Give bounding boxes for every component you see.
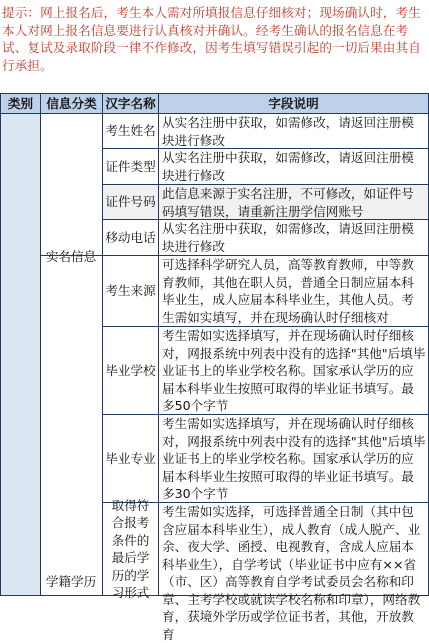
header-field-description: 字段说明	[158, 93, 429, 113]
table-row-desc: 考生需如实选择填写，并在现场确认时仔细核对，网报系统中列表中没有的选择"其他"后填毕业证书上的毕业学校名称。国家承认学历的应届本科毕业生按照可取得的毕业证书填写。最多30个字节	[158, 414, 429, 502]
group-label-education: 学籍学历	[45, 574, 97, 589]
table-row-desc: 从实名注册中获取，如需修改，请返回注册模块进行修改	[158, 113, 429, 148]
table-row-name: 毕业专业	[102, 414, 158, 502]
group-cell-realname	[40, 113, 102, 255]
table-row-name: 证件类型	[102, 148, 158, 184]
header-chinese-name: 汉字名称	[102, 93, 158, 113]
table-row-desc: 从实名注册中获取，如需修改，请返回注册模块进行修改	[158, 219, 429, 255]
table-row-desc: 此信息来源于实名注册，不可修改，如证件号码填写错误，请重新注册学信网账号	[158, 184, 429, 219]
group-label-realname: 实名信息	[45, 249, 97, 264]
table-row-name: 证件号码	[102, 184, 158, 219]
table-row-desc: 考生需如实选择，可选择普通全日制（其中包含应届本科毕业生），成人教育（成人脱产、业余、夜大学、函授、电视教育，含成人应届本科毕业生），自学考试（毕业证书中应有××省（市、区）高等教育自学考试委员会名称和印章、主考学校或就读学校名称和印章），网络教育，获境外学历或学位证书者，其他，开放教育	[158, 502, 429, 596]
table-row-name: 移动电话	[102, 219, 158, 255]
table-row-desc: 可选择科学研究人员，高等教育教师，中等教育教师，其他在职人员，普通全日制应届本科毕业生，成人应届本科毕业生，其他人员。考生需如实填写，并在现场确认时仔细核对	[158, 255, 429, 326]
notice-text: 提示：网上报名后，考生本人需对所填报信息仔细核对；现场确认时，考生本人对网上报名信息要进行认真核对并确认。经考生确认的报名信息在考试、复试及录取阶段一律不作修改，因考生填写错误引起的一切后果由其自行承担。	[2, 5, 421, 73]
table-row-name: 毕业学校	[102, 326, 158, 414]
header-info-class: 信息分类	[40, 93, 102, 113]
table-row-name: 考生姓名	[102, 113, 158, 148]
table-row-name: 考生来源	[102, 255, 158, 326]
table-row-desc: 从实名注册中获取，如需修改，请返回注册模块进行修改	[158, 148, 429, 184]
header-category: 类别	[0, 93, 40, 113]
table-row-desc: 考生需如实选择填写，并在现场确认时仔细核对，网报系统中列表中没有的选择"其他"后填毕业证书上的毕业学校名称。国家承认学历的应届本科毕业生按照可取得的毕业证书填写。最多50个字节	[158, 326, 429, 414]
info-field-table	[0, 93, 429, 642]
table-row-name: 取得符合报考条件的最后学历的学习形式	[102, 502, 158, 596]
category-cell	[0, 113, 40, 596]
group-cell-education	[40, 255, 102, 596]
